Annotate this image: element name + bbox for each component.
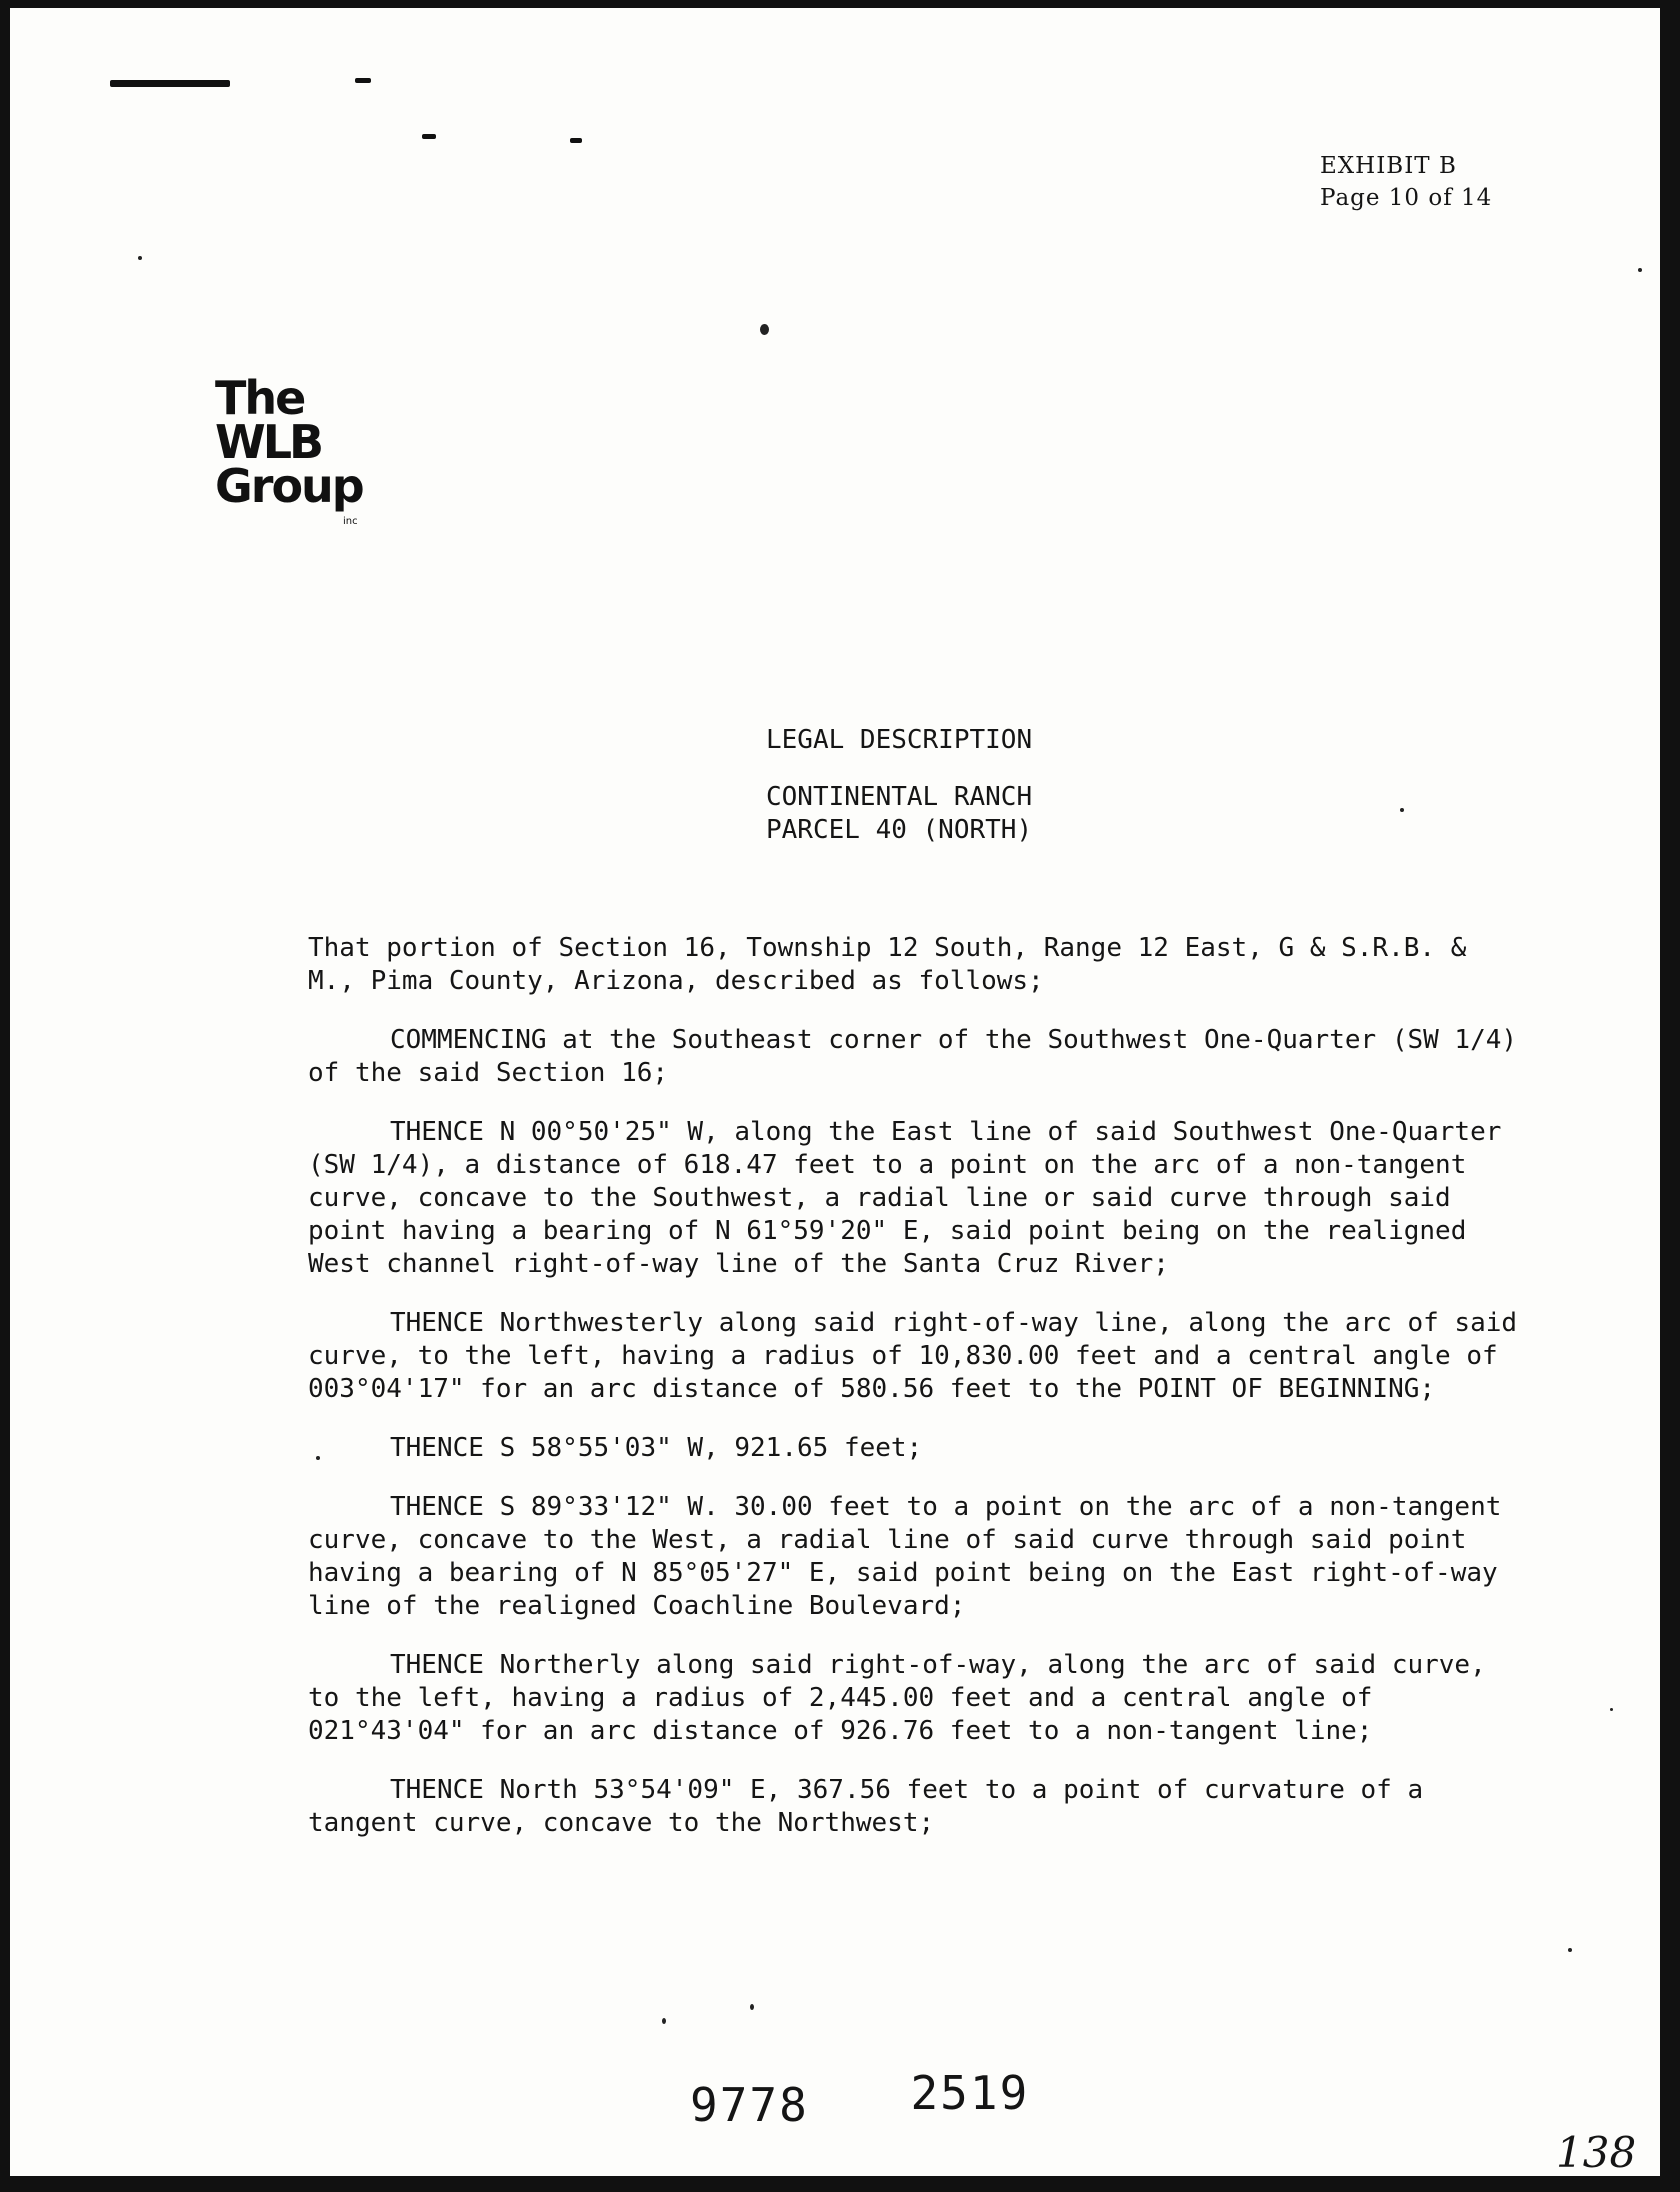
paragraph-line: West channel right-of-way line of the Santa Cruz River; bbox=[308, 1249, 1169, 1279]
scan-speck bbox=[1400, 808, 1404, 812]
scan-mark bbox=[422, 134, 436, 139]
logo-line-group: Group bbox=[215, 459, 363, 513]
document-number bbox=[690, 2066, 1030, 2132]
paragraph-line: curve, concave to the Southwest, a radial line or said curve through said bbox=[308, 1183, 1451, 1213]
paragraph bbox=[308, 1024, 1568, 1090]
paragraph bbox=[308, 1491, 1568, 1623]
paragraph-line: THENCE S 58°55'03" W, 921.65 feet; bbox=[390, 1433, 923, 1463]
paragraph bbox=[308, 1432, 1568, 1465]
paragraph-line: THENCE S 89°33'12" W. 30.00 feet to a point on the arc of a non-tangent bbox=[390, 1492, 1502, 1522]
scan-speck bbox=[662, 2018, 666, 2024]
paragraph-line: THENCE Northerly along said right-of-way, along the arc of said curve, bbox=[390, 1650, 1486, 1680]
paragraph-line: to the left, having a radius of 2,445.00 feet and a central angle of bbox=[308, 1683, 1373, 1713]
paragraph bbox=[308, 932, 1568, 998]
project-title: CONTINENTAL RANCH bbox=[766, 782, 1033, 812]
scan-mark bbox=[570, 138, 582, 143]
paragraph-line: curve, concave to the West, a radial line of said curve through said point bbox=[308, 1525, 1467, 1555]
logo-line-wlb: WLB bbox=[215, 415, 322, 469]
paragraph bbox=[308, 1116, 1568, 1281]
scan-speck bbox=[1638, 268, 1642, 272]
scan-mark bbox=[110, 80, 230, 87]
heading-title: LEGAL DESCRIPTION bbox=[766, 725, 1033, 755]
scan-speck bbox=[760, 324, 769, 335]
paragraph bbox=[308, 1649, 1568, 1748]
document-titles bbox=[766, 724, 1032, 847]
scan-mark bbox=[355, 78, 371, 83]
legal-description-body bbox=[308, 932, 1568, 1866]
paragraph-line: of the said Section 16; bbox=[308, 1058, 669, 1088]
logo-suffix: inc bbox=[343, 516, 358, 527]
paragraph-line: M., Pima County, Arizona, described as follows; bbox=[308, 966, 1044, 996]
logo-line-the: The bbox=[215, 371, 305, 425]
scan-speck bbox=[1568, 1948, 1572, 1952]
paragraph-line: 003°04'17" for an arc distance of 580.56 feet to the POINT OF BEGINNING; bbox=[308, 1374, 1436, 1404]
scan-speck bbox=[1610, 1708, 1613, 1711]
paragraph bbox=[308, 1774, 1568, 1840]
page-label: Page 10 of 14 bbox=[1320, 185, 1493, 211]
exhibit-label: EXHIBIT B bbox=[1320, 153, 1457, 179]
exhibit-header bbox=[1320, 150, 1492, 214]
scan-speck bbox=[750, 2004, 754, 2010]
paragraph bbox=[308, 1307, 1568, 1406]
handwritten-page-number: 138 bbox=[1556, 2128, 1637, 2177]
parcel-title: PARCEL 40 (NORTH) bbox=[766, 815, 1033, 845]
paragraph-line: point having a bearing of N 61°59'20" E, said point being on the realigned bbox=[308, 1216, 1467, 1246]
document-page bbox=[10, 8, 1660, 2176]
paragraph-line: That portion of Section 16, Township 12 South, Range 12 East, G & S.R.B. & bbox=[308, 933, 1467, 963]
doc-number-1: 9778 bbox=[690, 2078, 809, 2132]
paragraph-line: THENCE North 53°54'09" E, 367.56 feet to a point of curvature of a bbox=[390, 1775, 1424, 1805]
paragraph-line: curve, to the left, having a radius of 10,830.00 feet and a central angle of bbox=[308, 1341, 1498, 1371]
paragraph-line: 021°43'04" for an arc distance of 926.76 feet to a non-tangent line; bbox=[308, 1716, 1373, 1746]
paragraph-line: THENCE N 00°50'25" W, along the East line of said Southwest One-Quarter bbox=[390, 1117, 1502, 1147]
scan-speck bbox=[138, 256, 142, 260]
wlb-group-logo bbox=[215, 371, 363, 527]
paragraph-line: tangent curve, concave to the Northwest; bbox=[308, 1808, 935, 1838]
doc-number-2: 2519 bbox=[910, 2066, 1030, 2120]
paragraph-line: (SW 1/4), a distance of 618.47 feet to a point on the arc of a non-tangent bbox=[308, 1150, 1467, 1180]
paragraph-line: COMMENCING at the Southeast corner of the Southwest One-Quarter (SW 1/4) bbox=[390, 1025, 1518, 1055]
paragraph-line: line of the realigned Coachline Boulevard; bbox=[308, 1591, 966, 1621]
paragraph-line: THENCE Northwesterly along said right-of-way line, along the arc of said bbox=[390, 1308, 1518, 1338]
paragraph-line: having a bearing of N 85°05'27" E, said point being on the East right-of-way bbox=[308, 1558, 1498, 1588]
